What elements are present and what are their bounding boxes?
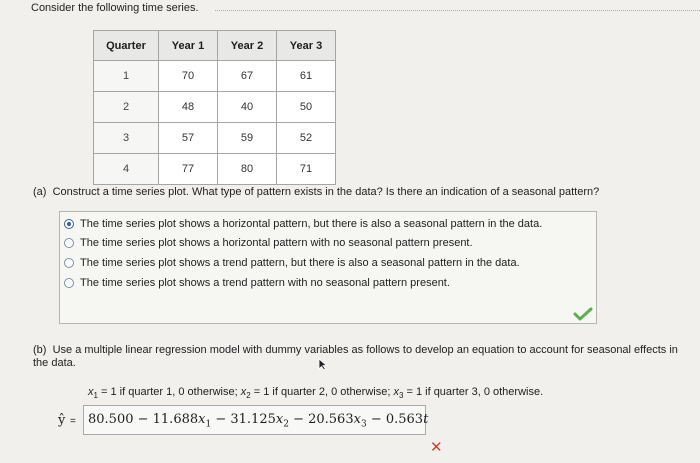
mouse-cursor-icon [318, 358, 328, 371]
answer-x1-sub: 1 [205, 419, 212, 430]
regression-answer-input[interactable] [83, 405, 429, 435]
answer-x1-var: x [198, 412, 206, 427]
choice-3[interactable] [64, 275, 450, 291]
x3-definition: = 1 if quarter 3, 0 otherwise. [403, 386, 544, 398]
value-cell: 80 [218, 154, 277, 185]
check-icon [573, 307, 593, 321]
yhat-equals: = [70, 416, 76, 427]
yhat-symbol: ŷ [58, 413, 66, 428]
choice-0[interactable] [64, 216, 542, 232]
answer-term-3: − 20.563 [288, 412, 354, 427]
quarter-cell: 4 [94, 154, 159, 185]
table-row [94, 61, 336, 92]
quarter-cell: 1 [94, 61, 159, 92]
table-row [94, 154, 336, 185]
value-cell: 59 [218, 123, 277, 154]
radio-icon[interactable] [64, 278, 74, 288]
choice-2[interactable] [64, 255, 520, 271]
value-cell: 70 [159, 61, 218, 92]
part-a-label: (a) [33, 186, 47, 198]
x2-sub: 2 [246, 391, 251, 401]
table-header-row [94, 31, 336, 61]
answer-term-4: − 0.563 [366, 412, 424, 427]
x2-definition: = 1 if quarter 2, 0 otherwise; [250, 386, 394, 398]
answer-t-var: t [423, 412, 429, 427]
header-year-3: Year 3 [277, 31, 336, 61]
value-cell: 50 [277, 92, 336, 123]
choice-3-label: The time series plot shows a trend pattern with no seasonal pattern present. [80, 277, 450, 289]
part-b-question-text: Use a multiple linear regression model with dummy variables as follows to develop an equation to account for seasonal effects in the data. [33, 344, 678, 369]
header-year-2: Year 2 [218, 31, 277, 61]
answer-term-1: 80.500 − 11.688 [88, 412, 199, 427]
intro-text: Consider the following time series. [31, 2, 199, 14]
answer-x3-sub: 3 [360, 419, 367, 430]
answer-term-2: − 31.125 [211, 412, 276, 427]
radio-icon[interactable] [64, 238, 74, 248]
answer-x2-sub: 2 [283, 419, 289, 430]
quarter-cell: 2 [94, 92, 159, 123]
radio-selected-icon[interactable] [64, 219, 74, 229]
value-cell: 48 [159, 92, 218, 123]
dummy-definitions: $x_1 = 1$ if quarter 1, 0 otherwise; $x_2 = 1$ if quarter 2, 0 otherwise; $x_3 = 1$ if quarter 3, 0 otherwise. [88, 386, 544, 401]
part-b-question [33, 344, 695, 370]
x3-sub: 3 [398, 391, 404, 401]
choice-1-label: The time series plot shows a horizontal pattern with no seasonal pattern present. [80, 237, 473, 249]
choice-1[interactable] [64, 235, 473, 251]
value-cell: 40 [218, 92, 277, 123]
part-a-question [33, 186, 599, 198]
header-year-1: Year 1 [159, 31, 218, 61]
choice-0-label: The time series plot shows a horizontal pattern, but there is also a seasonal pattern in the data. [80, 218, 543, 230]
x1-sub: 1 [93, 391, 98, 401]
table-row [94, 123, 336, 154]
top-divider [215, 10, 700, 11]
part-b-label: (b) [33, 344, 47, 356]
value-cell: 52 [277, 123, 336, 154]
answer-x3-var: x [353, 412, 361, 427]
value-cell: 67 [218, 61, 277, 92]
value-cell: 77 [159, 154, 218, 185]
table-row [94, 92, 336, 123]
time-series-table [93, 30, 336, 185]
answer-x2-var: x [275, 412, 284, 427]
part-a-question-text: Construct a time series plot. What type of pattern exists in the data? Is there an indication of a seasonal pattern? [52, 186, 600, 198]
value-cell: 57 [159, 123, 218, 154]
quarter-cell: 3 [94, 123, 159, 154]
radio-icon[interactable] [64, 258, 74, 268]
part-a-choices [59, 211, 597, 324]
value-cell: 71 [277, 154, 336, 185]
header-quarter: Quarter [94, 31, 159, 61]
x-mark-icon: ✕ [430, 439, 443, 456]
value-cell: 61 [277, 61, 336, 92]
x1-definition: = 1 if quarter 1, 0 otherwise; [97, 386, 241, 398]
choice-2-label: The time series plot shows a trend pattern, but there is also a seasonal pattern in the data. [80, 257, 520, 269]
